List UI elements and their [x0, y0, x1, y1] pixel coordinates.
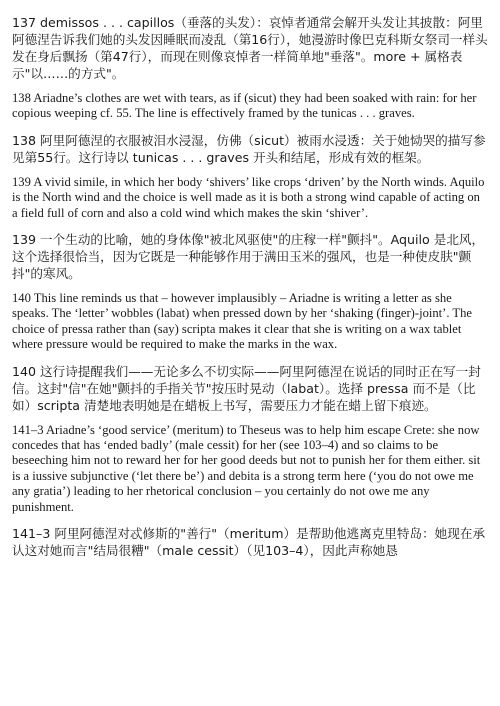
note-138-en: 138 Ariadne’s clothes are wet with tears, as if (sicut) they had been soaked with rain: for her copious weeping cf. 55. The line is effectively framed by the tunicas . . . graves.	[12, 91, 477, 121]
note-140-en: 140 This line reminds us that – however implausibly – Ariadne is writing a letter as she speaks. The ‘letter’ wobbles (labat) when pressed down by her ‘shaking (finger)-joint’. The choice of pressa rather than (say) scripta makes it clear that she is writing on a wax tablet where pressure would be required to make the marks in the wax.	[12, 291, 472, 352]
note-139-en: 139 A vivid simile, in which her body ‘shivers’ like crops ‘driven’ by the North winds. Aquilo is the North wind and the choice is well made as it is both a strong wind capable of acting on a field full of corn and also a cold wind which makes the skin ‘shiver’.	[12, 174, 485, 220]
note-140-zh: 140 这行诗提醒我们——无论多么不切实际——阿里阿德涅在说话的同时正在写一封信。这封"信"在她"颤抖的手指关节"按压时晃动（labat）。选择 pressa 而不是（比如）scripta 清楚地表明她是在蜡板上书写，需要压力才能在蜡上留下痕迹。	[12, 363, 481, 413]
note-141-143-en: 141–3 Ariadne’s ‘good service’ (meritum) to Theseus was to help him escape Crete: she now concedes that has ‘ended badly’ (male cessit) for her (see 103–4) and so claims to be beseeching him not to reward her for her good deeds but not to punish her for them either. sit is a iussive subjunctive (‘let there be’) and debita is a strong term here (‘you do not owe me any gratia’) leading to her rhetorical conclusion – you certainly do not owe me any punishment.	[12, 422, 481, 514]
note-137-zh: 137 demissos . . . capillos（垂落的头发）：哀悼者通常会解开头发让其披散：阿里阿德涅告诉我们她的头发因睡眠而凌乱（第16行），她漫游时像巴克科斯女祭司一样头发在身后飘扬（第47行），而现在则像哀悼者一样简单地"垂落"。more + 属格表示"以……的方式"。	[12, 15, 488, 81]
note-141-143-zh: 141–3 阿里阿德涅对忒修斯的"善行"（meritum）是帮助他逃离克里特岛：她现在承认这对她而言"结局很糟"（male cessit）（见103–4），因此声称她恳	[12, 526, 486, 559]
note-138-zh: 138 阿里阿德涅的衣服被泪水浸湿，仿佛（sicut）被雨水浸透：关于她恸哭的描写参见第55行。这行诗以 tunicas . . . graves 开头和结尾，形成有效的框架。	[12, 132, 486, 165]
note-139-zh: 139 一个生动的比喻，她的身体像"被北风驱使"的庄稼一样"颤抖"。Aquilo 是北风，这个选择很恰当，因为它既是一种能够作用于满田玉米的强风，也是一种使皮肤"颤抖"的寒风。	[12, 232, 485, 282]
